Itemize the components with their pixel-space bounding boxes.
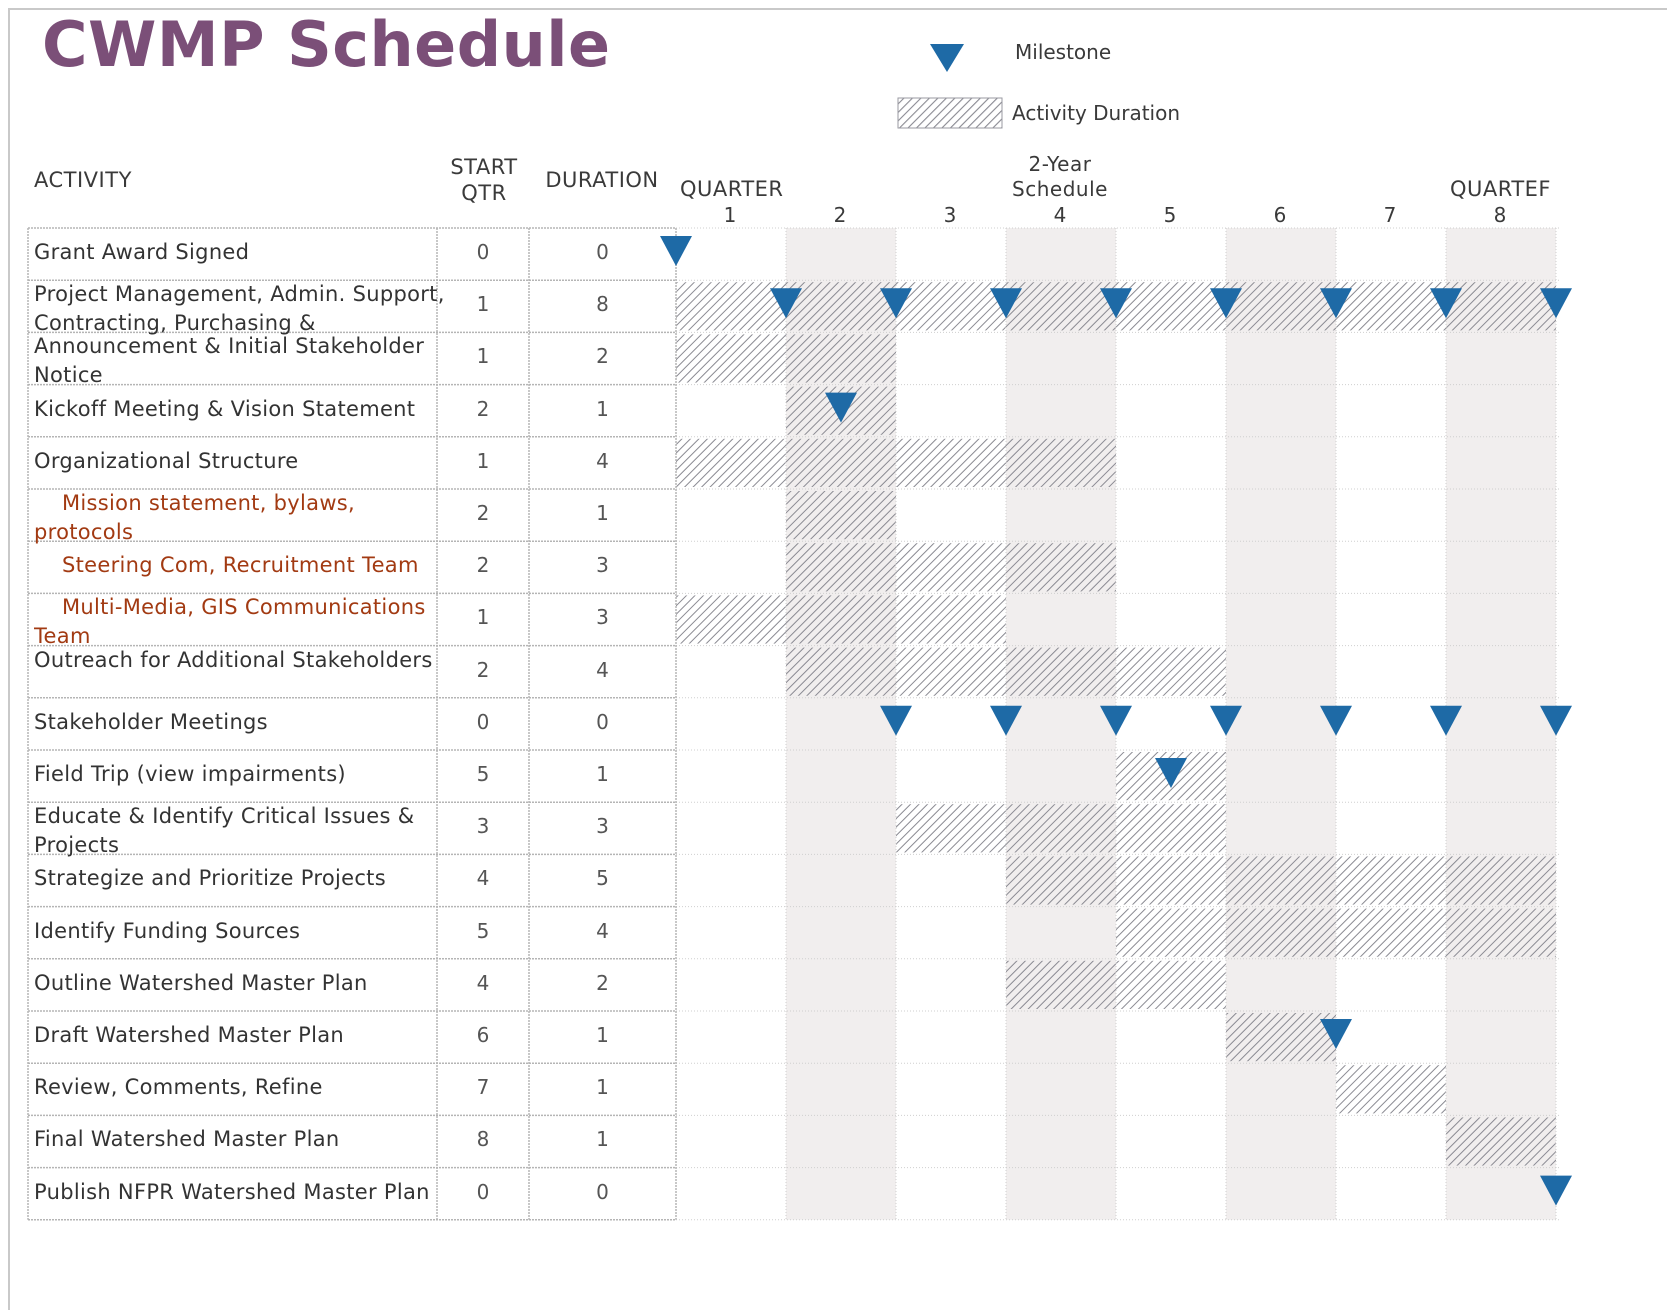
activity-name: Project Management, Admin. Support, Contracting, Purchasing & [34, 282, 445, 336]
activity-name: Grant Award Signed [34, 240, 250, 264]
activity-start-qtr: 2 [476, 553, 490, 578]
quarter-column-shade [1006, 228, 1116, 1220]
header-start-line2: QTR [461, 181, 507, 205]
activity-name: Outreach for Additional Stakeholders [34, 647, 433, 672]
activity-start-qtr: 0 [476, 709, 490, 734]
quarter-tick-label: 4 [1053, 203, 1067, 227]
activity-name: Draft Watershed Master Plan [34, 1023, 345, 1047]
activity-start-qtr: 5 [476, 918, 490, 943]
activity-name: Stakeholder Meetings [34, 709, 268, 734]
activity-duration: 0 [596, 1179, 609, 1204]
activity-name: Announcement & Initial Stakeholder Notice [34, 334, 425, 388]
activity-duration-bar [1006, 856, 1556, 904]
quarter-tick-label: 8 [1493, 203, 1507, 227]
activity-name: Mission statement, bylaws, protocols [34, 491, 356, 544]
activity-name: Final Watershed Master Plan [34, 1127, 340, 1152]
activity-duration-bar [1446, 1117, 1556, 1165]
activity-duration: 4 [596, 657, 609, 682]
header-schedule-line1: 2-Year [1028, 152, 1092, 176]
legend-milestone-label: Milestone [1015, 40, 1112, 64]
activity-duration: 2 [596, 970, 609, 995]
activity-duration: 4 [596, 448, 609, 473]
activity-name: Educate & Identify Critical Issues & Projects [34, 804, 415, 858]
activity-start-qtr: 2 [476, 501, 490, 525]
activity-duration: 0 [596, 709, 609, 734]
activity-duration: 5 [596, 866, 609, 891]
quarter-tick-label: 6 [1273, 203, 1287, 227]
activity-duration: 1 [596, 762, 609, 786]
activity-start-qtr: 1 [476, 605, 490, 630]
activity-start-qtr: 3 [476, 814, 490, 839]
header-quarter-left: QUARTER [680, 177, 784, 201]
activity-duration: 4 [596, 918, 609, 943]
activity-start-qtr: 6 [476, 1023, 490, 1047]
activity-name: Identify Funding Sources [34, 918, 301, 943]
activity-start-qtr: 4 [476, 970, 490, 995]
activity-start-qtr: 1 [476, 292, 490, 317]
activity-start-qtr: 2 [476, 396, 490, 421]
activity-duration: 1 [596, 501, 609, 525]
activity-duration: 3 [596, 814, 609, 839]
activity-duration: 1 [596, 1075, 609, 1100]
activity-duration-bar [786, 491, 896, 539]
header-quarter-right: QUARTEF [1450, 177, 1552, 201]
activity-duration-bar [896, 804, 1226, 852]
activity-duration: 8 [596, 292, 609, 317]
quarter-tick-label: 5 [1163, 203, 1177, 227]
activity-duration-bar [786, 543, 1116, 591]
activity-start-qtr: 7 [476, 1075, 490, 1100]
quarter-tick-label: 1 [723, 203, 737, 227]
activity-duration: 1 [596, 396, 609, 421]
activity-name: Steering Com, Recruitment Team [62, 553, 419, 578]
page-title: CWMP Schedule [42, 8, 611, 81]
quarter-column-shade [1226, 228, 1336, 1220]
quarter-tick-label: 3 [943, 203, 957, 227]
activity-name: Multi-Media, GIS Communications Team [34, 595, 426, 649]
activity-name: Field Trip (view impairments) [34, 762, 346, 786]
activity-start-qtr: 2 [476, 657, 490, 682]
activity-name: Organizational Structure [34, 448, 299, 473]
activity-start-qtr: 4 [476, 866, 490, 891]
activity-name: Outline Watershed Master Plan [34, 970, 368, 995]
activity-duration-bar [1336, 1065, 1446, 1113]
activity-duration: 0 [596, 240, 609, 264]
activity-start-qtr: 1 [476, 448, 490, 473]
activity-name: Kickoff Meeting & Vision Statement [34, 396, 416, 421]
header-schedule-line2: Schedule [1012, 177, 1108, 201]
activity-duration-bar [1226, 1013, 1336, 1061]
quarter-tick-label: 7 [1383, 203, 1397, 227]
header-duration: DURATION [545, 168, 659, 192]
activity-start-qtr: 8 [476, 1127, 490, 1152]
header-start-line1: START [450, 155, 518, 179]
activity-name: Strategize and Prioritize Projects [34, 866, 386, 891]
activity-duration: 1 [596, 1023, 609, 1047]
activity-name: Publish NFPR Watershed Master Plan [34, 1179, 430, 1204]
header-activity: ACTIVITY [34, 168, 132, 192]
activity-name: Review, Comments, Refine [34, 1075, 323, 1100]
activity-start-qtr: 1 [476, 344, 490, 369]
activity-duration: 1 [596, 1127, 609, 1152]
legend-duration-label: Activity Duration [1012, 101, 1181, 125]
activity-start-qtr: 0 [476, 240, 490, 264]
activity-duration-bar [676, 595, 1006, 643]
activity-duration: 3 [596, 605, 609, 630]
activity-start-qtr: 5 [476, 762, 490, 786]
activity-duration: 2 [596, 344, 609, 369]
activity-start-qtr: 0 [476, 1179, 490, 1204]
quarter-column-shade [1446, 228, 1556, 1220]
quarter-tick-label: 2 [833, 203, 847, 227]
activity-duration: 3 [596, 553, 609, 578]
